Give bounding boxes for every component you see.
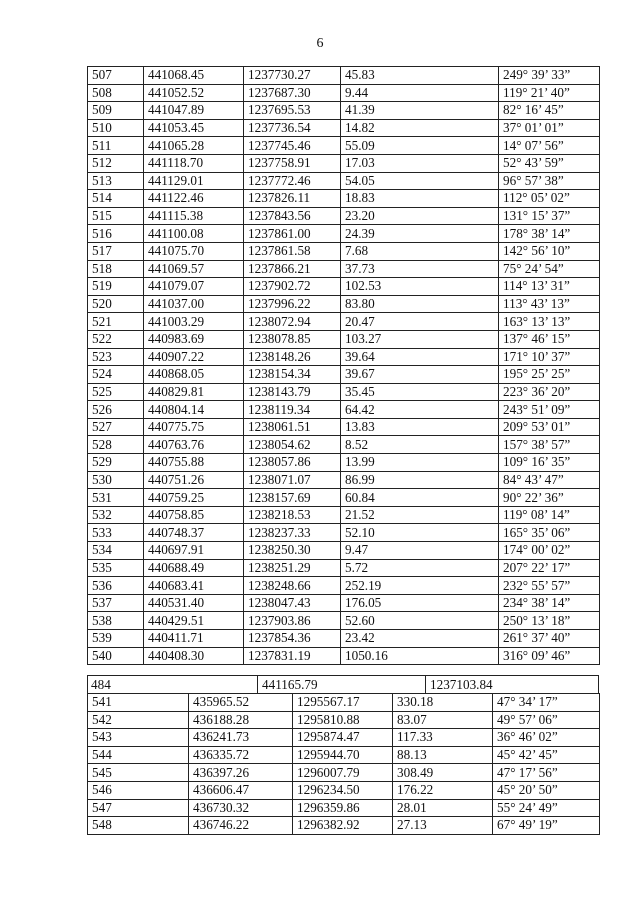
table-row (88, 612, 600, 630)
point-number-cell: 520 (88, 295, 144, 313)
bearing-cell: 249° 39’ 33” (499, 67, 600, 85)
x-coordinate-cell: 441053.45 (144, 119, 244, 137)
reference-point-row (87, 675, 599, 693)
coordinates-table-a-body (88, 67, 600, 665)
table-row (88, 67, 600, 85)
distance-cell: 83.07 (393, 711, 493, 729)
point-number-cell: 542 (88, 711, 189, 729)
y-coordinate-cell: 1238148.26 (244, 348, 341, 366)
distance-cell: 176.22 (393, 781, 493, 799)
table-row (88, 207, 600, 225)
y-coordinate-cell: 1296007.79 (293, 764, 393, 782)
x-coordinate-cell: 441052.52 (144, 84, 244, 102)
bearing-cell: 178° 38’ 14” (499, 225, 600, 243)
y-coordinate-cell: 1237687.30 (244, 84, 341, 102)
point-number-cell: 527 (88, 418, 144, 436)
x-coordinate-cell: 440829.81 (144, 383, 244, 401)
table-row (88, 630, 600, 648)
x-coordinate-cell: 441115.38 (144, 207, 244, 225)
y-coordinate-cell: 1238078.85 (244, 330, 341, 348)
bearing-cell: 55° 24’ 49” (493, 799, 600, 817)
distance-cell: 14.82 (341, 119, 499, 137)
distance-cell: 102.53 (341, 278, 499, 296)
x-coordinate-cell: 436188.28 (189, 711, 293, 729)
distance-cell: 252.19 (341, 577, 499, 595)
bearing-cell: 171° 10’ 37” (499, 348, 600, 366)
x-coordinate-cell: 436397.26 (189, 764, 293, 782)
bearing-cell: 174° 00’ 02” (499, 542, 600, 560)
bearing-cell: 137° 46’ 15” (499, 330, 600, 348)
point-number-cell: 541 (88, 694, 189, 712)
y-coordinate-cell: 1238251.29 (244, 559, 341, 577)
point-number-cell: 534 (88, 542, 144, 560)
x-coordinate-cell: 440755.88 (144, 454, 244, 472)
table-row (88, 594, 600, 612)
reference-point-x: 441165.79 (262, 677, 318, 692)
bearing-cell: 14° 07’ 56” (499, 137, 600, 155)
point-number-cell: 519 (88, 278, 144, 296)
y-coordinate-cell: 1238157.69 (244, 489, 341, 507)
bearing-cell: 119° 08’ 14” (499, 506, 600, 524)
point-number-cell: 528 (88, 436, 144, 454)
point-number-cell: 544 (88, 746, 189, 764)
table-row (88, 694, 600, 712)
point-number-cell: 533 (88, 524, 144, 542)
point-number-cell: 530 (88, 471, 144, 489)
point-number-cell: 516 (88, 225, 144, 243)
x-coordinate-cell: 435965.52 (189, 694, 293, 712)
x-coordinate-cell: 441129.01 (144, 172, 244, 190)
bearing-cell: 195° 25’ 25” (499, 366, 600, 384)
table-row (88, 225, 600, 243)
bearing-cell: 52° 43’ 59” (499, 154, 600, 172)
bearing-cell: 82° 16’ 45” (499, 102, 600, 120)
point-number-cell: 514 (88, 190, 144, 208)
distance-cell: 83.80 (341, 295, 499, 313)
point-number-cell: 509 (88, 102, 144, 120)
distance-cell: 117.33 (393, 729, 493, 747)
x-coordinate-cell: 436730.32 (189, 799, 293, 817)
distance-cell: 17.03 (341, 154, 499, 172)
table-row (88, 559, 600, 577)
bearing-cell: 157° 38’ 57” (499, 436, 600, 454)
point-number-cell: 540 (88, 647, 144, 665)
x-coordinate-cell: 440688.49 (144, 559, 244, 577)
distance-cell: 330.18 (393, 694, 493, 712)
point-number-cell: 525 (88, 383, 144, 401)
table-row (88, 436, 600, 454)
x-coordinate-cell: 441075.70 (144, 242, 244, 260)
table-row (88, 190, 600, 208)
distance-cell: 39.67 (341, 366, 499, 384)
distance-cell: 60.84 (341, 489, 499, 507)
bearing-cell: 36° 46’ 02” (493, 729, 600, 747)
x-coordinate-cell: 441047.89 (144, 102, 244, 120)
distance-cell: 7.68 (341, 242, 499, 260)
x-coordinate-cell: 441068.45 (144, 67, 244, 85)
bearing-cell: 207° 22’ 17” (499, 559, 600, 577)
y-coordinate-cell: 1237902.72 (244, 278, 341, 296)
bearing-cell: 234° 38’ 14” (499, 594, 600, 612)
divider (425, 676, 426, 693)
point-number-cell: 538 (88, 612, 144, 630)
y-coordinate-cell: 1295874.47 (293, 729, 393, 747)
y-coordinate-cell: 1237745.46 (244, 137, 341, 155)
table-row (88, 799, 600, 817)
table-row (88, 454, 600, 472)
point-number-cell: 522 (88, 330, 144, 348)
y-coordinate-cell: 1296382.92 (293, 817, 393, 835)
distance-cell: 54.05 (341, 172, 499, 190)
bearing-cell: 113° 43’ 13” (499, 295, 600, 313)
distance-cell: 52.10 (341, 524, 499, 542)
table-row (88, 383, 600, 401)
table-row (88, 154, 600, 172)
distance-cell: 27.13 (393, 817, 493, 835)
point-number-cell: 539 (88, 630, 144, 648)
distance-cell: 5.72 (341, 559, 499, 577)
table-row (88, 242, 600, 260)
point-number-cell: 521 (88, 313, 144, 331)
bearing-cell: 67° 49’ 19” (493, 817, 600, 835)
bearing-cell: 232° 55’ 57” (499, 577, 600, 595)
distance-cell: 18.83 (341, 190, 499, 208)
x-coordinate-cell: 436606.47 (189, 781, 293, 799)
table-row (88, 137, 600, 155)
y-coordinate-cell: 1238057.86 (244, 454, 341, 472)
x-coordinate-cell: 441122.46 (144, 190, 244, 208)
table-row (88, 366, 600, 384)
point-number-cell: 537 (88, 594, 144, 612)
page-number: 6 (316, 36, 324, 51)
y-coordinate-cell: 1238154.34 (244, 366, 341, 384)
x-coordinate-cell: 440748.37 (144, 524, 244, 542)
y-coordinate-cell: 1237903.86 (244, 612, 341, 630)
distance-cell: 45.83 (341, 67, 499, 85)
x-coordinate-cell: 441079.07 (144, 278, 244, 296)
table-row (88, 172, 600, 190)
table-row (88, 711, 600, 729)
point-number-cell: 529 (88, 454, 144, 472)
bearing-cell: 37° 01’ 01” (499, 119, 600, 137)
x-coordinate-cell: 441100.08 (144, 225, 244, 243)
y-coordinate-cell: 1237772.46 (244, 172, 341, 190)
point-number-cell: 513 (88, 172, 144, 190)
distance-cell: 9.47 (341, 542, 499, 560)
bearing-cell: 261° 37’ 40” (499, 630, 600, 648)
bearing-cell: 45° 42’ 45” (493, 746, 600, 764)
distance-cell: 23.20 (341, 207, 499, 225)
point-number-cell: 531 (88, 489, 144, 507)
distance-cell: 23.42 (341, 630, 499, 648)
bearing-cell: 109° 16’ 35” (499, 454, 600, 472)
table-row (88, 489, 600, 507)
y-coordinate-cell: 1237996.22 (244, 295, 341, 313)
reference-point-y: 1237103.84 (430, 677, 493, 692)
y-coordinate-cell: 1237866.21 (244, 260, 341, 278)
table-row (88, 746, 600, 764)
distance-cell: 39.64 (341, 348, 499, 366)
x-coordinate-cell: 436746.22 (189, 817, 293, 835)
x-coordinate-cell: 440751.26 (144, 471, 244, 489)
bearing-cell: 165° 35’ 06” (499, 524, 600, 542)
y-coordinate-cell: 1237843.56 (244, 207, 341, 225)
y-coordinate-cell: 1238119.34 (244, 401, 341, 419)
bearing-cell: 250° 13’ 18” (499, 612, 600, 630)
point-number-cell: 536 (88, 577, 144, 595)
y-coordinate-cell: 1296234.50 (293, 781, 393, 799)
table-row (88, 764, 600, 782)
distance-cell: 103.27 (341, 330, 499, 348)
point-number-cell: 546 (88, 781, 189, 799)
bearing-cell: 84° 43’ 47” (499, 471, 600, 489)
x-coordinate-cell: 440408.30 (144, 647, 244, 665)
table-row (88, 295, 600, 313)
y-coordinate-cell: 1238071.07 (244, 471, 341, 489)
distance-cell: 64.42 (341, 401, 499, 419)
table-row (88, 781, 600, 799)
y-coordinate-cell: 1237736.54 (244, 119, 341, 137)
x-coordinate-cell: 440763.76 (144, 436, 244, 454)
table-row (88, 330, 600, 348)
point-number-cell: 507 (88, 67, 144, 85)
point-number-cell: 515 (88, 207, 144, 225)
point-number-cell: 535 (88, 559, 144, 577)
table-row (88, 506, 600, 524)
point-number-cell: 526 (88, 401, 144, 419)
distance-cell: 35.45 (341, 383, 499, 401)
bearing-cell: 112° 05’ 02” (499, 190, 600, 208)
distance-cell: 20.47 (341, 313, 499, 331)
y-coordinate-cell: 1295810.88 (293, 711, 393, 729)
bearing-cell: 243° 51’ 09” (499, 401, 600, 419)
y-coordinate-cell: 1237758.91 (244, 154, 341, 172)
x-coordinate-cell: 440697.91 (144, 542, 244, 560)
distance-cell: 1050.16 (341, 647, 499, 665)
x-coordinate-cell: 440411.71 (144, 630, 244, 648)
point-number-cell: 512 (88, 154, 144, 172)
x-coordinate-cell: 441065.28 (144, 137, 244, 155)
x-coordinate-cell: 440429.51 (144, 612, 244, 630)
y-coordinate-cell: 1237831.19 (244, 647, 341, 665)
table-row (88, 817, 600, 835)
table-row (88, 542, 600, 560)
x-coordinate-cell: 436335.72 (189, 746, 293, 764)
x-coordinate-cell: 440775.75 (144, 418, 244, 436)
distance-cell: 55.09 (341, 137, 499, 155)
reference-point-number: 484 (91, 677, 111, 692)
point-number-cell: 547 (88, 799, 189, 817)
bearing-cell: 209° 53’ 01” (499, 418, 600, 436)
table-row (88, 401, 600, 419)
table-row (88, 348, 600, 366)
distance-cell: 88.13 (393, 746, 493, 764)
bearing-cell: 47° 34’ 17” (493, 694, 600, 712)
x-coordinate-cell: 440759.25 (144, 489, 244, 507)
bearing-cell: 90° 22’ 36” (499, 489, 600, 507)
bearing-cell: 45° 20’ 50” (493, 781, 600, 799)
bearing-cell: 119° 21’ 40” (499, 84, 600, 102)
x-coordinate-cell: 440868.05 (144, 366, 244, 384)
point-number-cell: 518 (88, 260, 144, 278)
bearing-cell: 47° 17’ 56” (493, 764, 600, 782)
x-coordinate-cell: 441037.00 (144, 295, 244, 313)
distance-cell: 13.83 (341, 418, 499, 436)
distance-cell: 176.05 (341, 594, 499, 612)
x-coordinate-cell: 440804.14 (144, 401, 244, 419)
table-row (88, 577, 600, 595)
distance-cell: 86.99 (341, 471, 499, 489)
y-coordinate-cell: 1238218.53 (244, 506, 341, 524)
y-coordinate-cell: 1295944.70 (293, 746, 393, 764)
point-number-cell: 548 (88, 817, 189, 835)
coordinates-table-b-body (88, 694, 600, 835)
point-number-cell: 511 (88, 137, 144, 155)
bearing-cell: 223° 36’ 20” (499, 383, 600, 401)
distance-cell: 308.49 (393, 764, 493, 782)
y-coordinate-cell: 1238143.79 (244, 383, 341, 401)
distance-cell: 8.52 (341, 436, 499, 454)
bearing-cell: 75° 24’ 54” (499, 260, 600, 278)
bearing-cell: 49° 57’ 06” (493, 711, 600, 729)
distance-cell: 24.39 (341, 225, 499, 243)
point-number-cell: 523 (88, 348, 144, 366)
distance-cell: 28.01 (393, 799, 493, 817)
distance-cell: 52.60 (341, 612, 499, 630)
distance-cell: 21.52 (341, 506, 499, 524)
x-coordinate-cell: 440907.22 (144, 348, 244, 366)
table-row (88, 524, 600, 542)
coordinates-table-b (87, 693, 600, 835)
point-number-cell: 543 (88, 729, 189, 747)
table-row (88, 119, 600, 137)
x-coordinate-cell: 440531.40 (144, 594, 244, 612)
y-coordinate-cell: 1237861.58 (244, 242, 341, 260)
y-coordinate-cell: 1237695.53 (244, 102, 341, 120)
bearing-cell: 96° 57’ 38” (499, 172, 600, 190)
table-row (88, 278, 600, 296)
distance-cell: 41.39 (341, 102, 499, 120)
bearing-cell: 114° 13’ 31” (499, 278, 600, 296)
table-row (88, 102, 600, 120)
table-row (88, 471, 600, 489)
point-number-cell: 545 (88, 764, 189, 782)
y-coordinate-cell: 1238047.43 (244, 594, 341, 612)
table-row (88, 260, 600, 278)
x-coordinate-cell: 440758.85 (144, 506, 244, 524)
bearing-cell: 163° 13’ 13” (499, 313, 600, 331)
point-number-cell: 508 (88, 84, 144, 102)
y-coordinate-cell: 1238250.30 (244, 542, 341, 560)
distance-cell: 9.44 (341, 84, 499, 102)
y-coordinate-cell: 1238072.94 (244, 313, 341, 331)
y-coordinate-cell: 1296359.86 (293, 799, 393, 817)
distance-cell: 13.99 (341, 454, 499, 472)
x-coordinate-cell: 440683.41 (144, 577, 244, 595)
x-coordinate-cell: 436241.73 (189, 729, 293, 747)
point-number-cell: 524 (88, 366, 144, 384)
x-coordinate-cell: 441003.29 (144, 313, 244, 331)
table-row (88, 418, 600, 436)
point-number-cell: 517 (88, 242, 144, 260)
divider (257, 676, 258, 693)
table-row (88, 729, 600, 747)
y-coordinate-cell: 1237854.36 (244, 630, 341, 648)
point-number-cell: 532 (88, 506, 144, 524)
table-row (88, 313, 600, 331)
distance-cell: 37.73 (341, 260, 499, 278)
point-number-cell: 510 (88, 119, 144, 137)
y-coordinate-cell: 1238054.62 (244, 436, 341, 454)
y-coordinate-cell: 1237826.11 (244, 190, 341, 208)
y-coordinate-cell: 1237730.27 (244, 67, 341, 85)
x-coordinate-cell: 441069.57 (144, 260, 244, 278)
bearing-cell: 142° 56’ 10” (499, 242, 600, 260)
y-coordinate-cell: 1238061.51 (244, 418, 341, 436)
x-coordinate-cell: 441118.70 (144, 154, 244, 172)
coordinates-table-a (87, 66, 600, 665)
bearing-cell: 316° 09’ 46” (499, 647, 600, 665)
x-coordinate-cell: 440983.69 (144, 330, 244, 348)
y-coordinate-cell: 1238237.33 (244, 524, 341, 542)
y-coordinate-cell: 1295567.17 (293, 694, 393, 712)
bearing-cell: 131° 15’ 37” (499, 207, 600, 225)
table-row (88, 647, 600, 665)
y-coordinate-cell: 1237861.00 (244, 225, 341, 243)
table-row (88, 84, 600, 102)
y-coordinate-cell: 1238248.66 (244, 577, 341, 595)
